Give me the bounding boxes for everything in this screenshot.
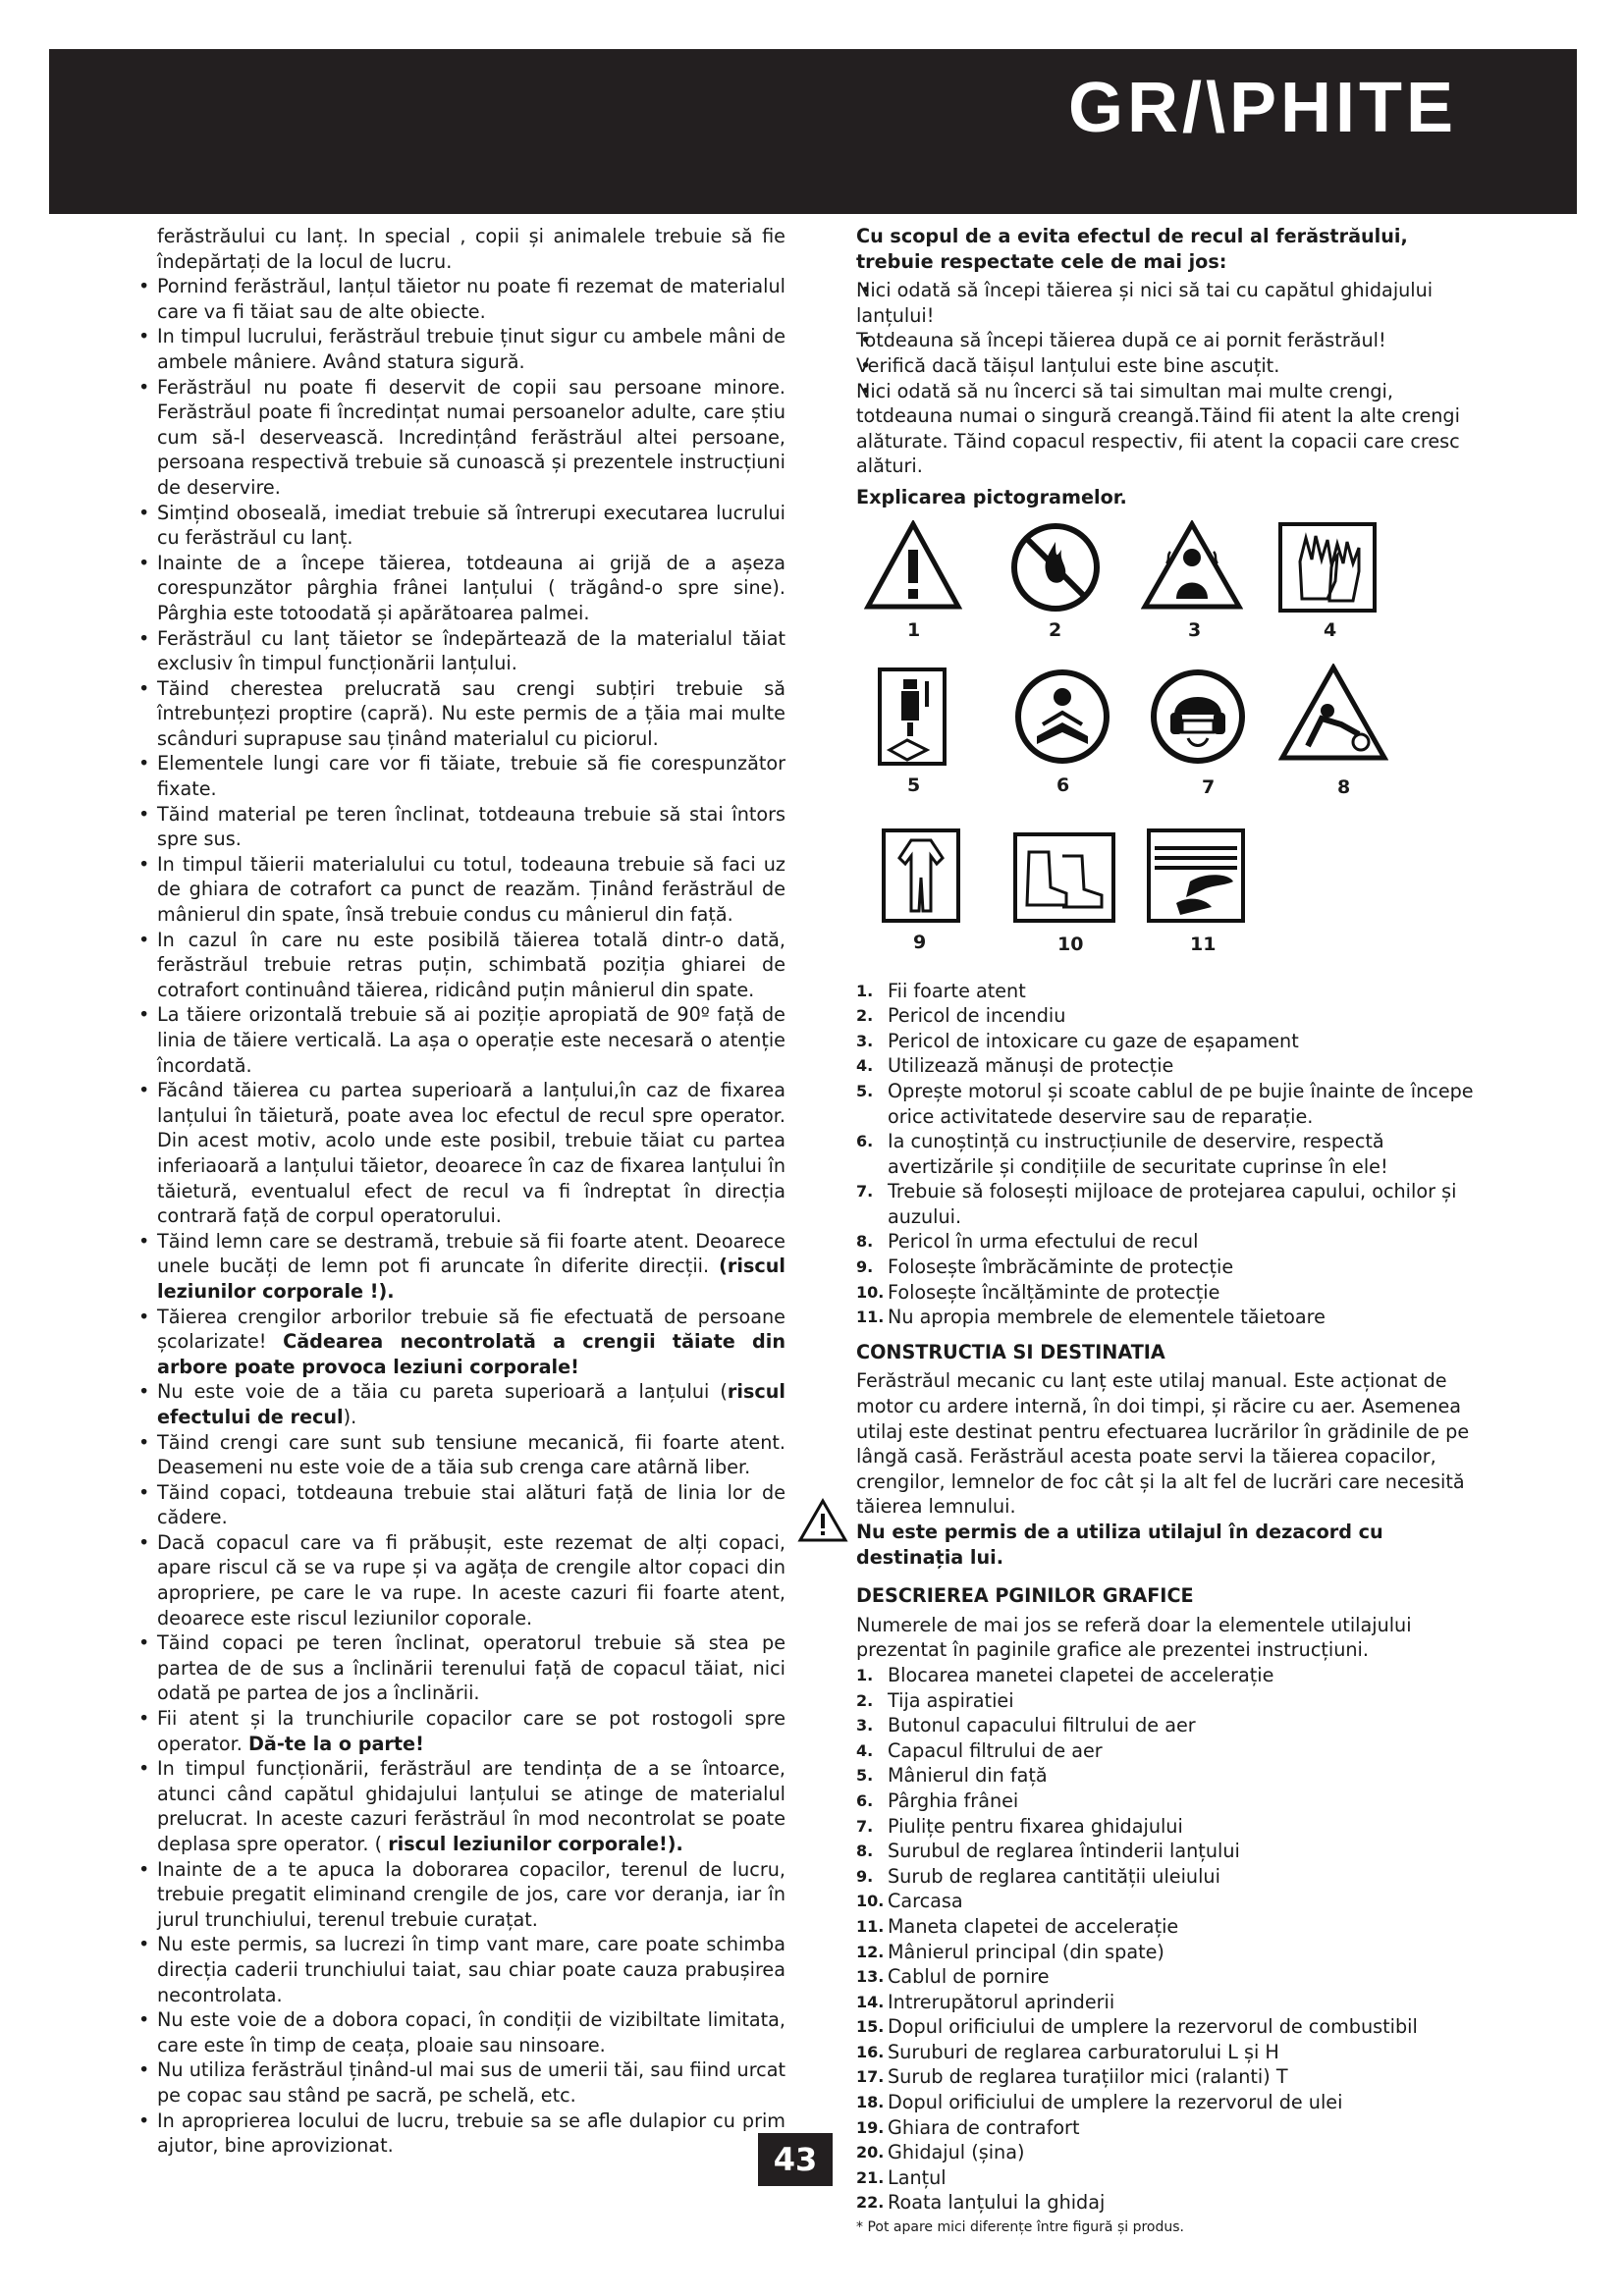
pictogram-legend-item-number: 4.: [856, 1056, 874, 1076]
part-item: [856, 2090, 1485, 2115]
construct-warning: [856, 1520, 1485, 1570]
part-item-number: 11.: [856, 1916, 885, 1936]
safety-rule-item: • Elementele lungi care vor fi tăiate, trebuie să fie corespunzător fixate.: [157, 751, 785, 801]
pictogram-number: 6: [1056, 774, 1070, 796]
pictogram-number: 10: [1057, 933, 1084, 955]
part-item-text: Intrerupătorul aprinderii: [888, 1990, 1115, 2013]
safety-rule-item: • Nu este permis, sa lucrezi în timp vant mare, care poate schimba direcția caderii trunchiului taiat, sau chiar poate cauza prabușirea necontrolata.: [157, 1932, 785, 2007]
desc-heading: DESCRIEREA PGINILOR GRAFICE: [856, 1584, 1194, 1608]
pictogram-legend-item-number: 7.: [856, 1182, 874, 1201]
safety-rule-item: • La tăiere orizontală trebuie să ai poziție apropiată de 90º față de linia de tăiere verticală. La așa o operație este necesară o atenție încordată.: [157, 1002, 785, 1078]
right-column: [856, 224, 1485, 2237]
safety-rule-item: • Dacă copacul care va fi prăbușit, este rezemat de alți copaci, apare riscul că se va rupe și va agăța de crengile altor copaci din apropriere, pe care le va rupe. In aceste cazuri fii foarte atent, deoarece este riscul leziunilor coporale.: [157, 1530, 785, 1630]
part-item: [856, 1663, 1485, 1688]
brand-logo: GR/\PHITE: [1067, 69, 1457, 147]
part-item-text: Piulițe pentru fixarea ghidajului: [888, 1814, 1183, 1838]
safety-rule-item: • Tăind crengi care sunt sub tensiune mecanică, fii foarte atent. Deasemeni nu este voie de a tăia sub crenga care atârnă liber.: [157, 1430, 785, 1480]
pictogram-number: 8: [1337, 775, 1351, 798]
part-item-number: 20.: [856, 2143, 885, 2163]
safety-rule-item: • Nu este voie de a tăia cu pareta superioară a lanțului (riscul efectului de recul).: [157, 1379, 785, 1429]
part-item-text: Tija aspiratiei: [888, 1688, 1014, 1712]
part-item: [856, 2140, 1485, 2165]
gloves-icon: [1278, 522, 1377, 613]
pictogram-legend-item-text: Pericol în urma efectului de recul: [888, 1230, 1199, 1254]
part-item-number: 12.: [856, 1942, 885, 1961]
pictogram-heading: Explicarea pictogramelor.: [856, 485, 1127, 508]
part-item-text: Mânierul principal (din spate): [888, 1940, 1164, 1963]
part-item-text: Mânierul din față: [888, 1764, 1048, 1788]
safety-boots-icon: [1013, 832, 1115, 923]
pictogram-number: 11: [1190, 933, 1217, 955]
part-item: [856, 1940, 1485, 1965]
desc-text: Numerele de mai jos se referă doar la elementele utilajului prezentat în paginile grafice ale prezentei instrucțiuni.: [856, 1613, 1412, 1662]
part-item-text: Pârghia frânei: [888, 1789, 1019, 1812]
part-item: [856, 2064, 1485, 2090]
footnote: * Pot apare mici diferențe între figură și produs.: [856, 2219, 1184, 2236]
safety-rule-item: • Inainte de a începe tăierea, totdeauna ai grijă de a așeza corespunzător pârghia frânei lanțului ( trăgând-o spre sine). Pârghia este totoodată și apărătoarea palmei.: [157, 551, 785, 626]
pictogram-legend-item: [856, 1003, 1485, 1029]
part-item-text: Maneta clapetei de accelerație: [888, 1914, 1179, 1938]
safety-rule-item: • Fii atent și la trunchiurile copacilor care se pot rostogoli spre operator. Dă-te la o parte!: [157, 1706, 785, 1756]
kickback-hazard-icon: [1278, 664, 1388, 762]
part-item-number: 8.: [856, 1842, 874, 1861]
pictogram-legend-item: [856, 1179, 1485, 1229]
part-item-number: 1.: [856, 1665, 874, 1684]
pictogram-legend-item-number: 2.: [856, 1006, 874, 1026]
part-item: [856, 1839, 1485, 1864]
part-item: [856, 1713, 1485, 1738]
part-item-text: Roata lanțului la ghidaj: [888, 2191, 1106, 2215]
safety-rule-item: • Pornind ferăstrăul, lanțul tăietor nu poate fi rezemat de materialul care va fi tăiat sau de alte obiecte.: [157, 274, 785, 324]
part-item-number: 10.: [856, 1892, 885, 1911]
pictogram-legend-item: [856, 1280, 1485, 1306]
safety-rule-item: • Ferăstrăul cu lanț tăietor se îndepărtează de la materialul tăiat exclusiv în timpul funcționării lanțului.: [157, 626, 785, 676]
pictogram-legend-item: [856, 979, 1485, 1004]
safety-rule-item: • Nu utiliza ferăstrăul ținând-ul mai sus de umerii tăi, sau fiind urcat pe copac sau stând pe sacră, pe schelă, etc.: [157, 2057, 785, 2108]
part-item: [856, 1763, 1485, 1789]
part-item-text: Surub de reglarea cantității uleiului: [888, 1864, 1220, 1888]
safety-rule-item: • Nu este voie de a dobora copaci, în condiții de vizibiltate limitata, care este în timp de ceața, ploaie sau ninsoare.: [157, 2007, 785, 2057]
pictogram-legend-item-text: Pericol de intoxicare cu gaze de eșapament: [888, 1029, 1299, 1052]
part-item: [856, 1688, 1485, 1714]
part-item: [856, 1814, 1485, 1840]
pictogram-legend-item: [856, 1129, 1485, 1179]
part-item: [856, 1990, 1485, 2015]
part-item-text: Suruburi de reglarea carburatorului L și H: [888, 2040, 1279, 2063]
part-item-number: 2.: [856, 1690, 874, 1710]
construct-warning-text: Nu este permis de a utiliza utilajul în dezacord cu destinația lui.: [856, 1521, 1383, 1569]
part-item-number: 3.: [856, 1716, 874, 1735]
construct-heading: CONSTRUCTIA SI DESTINATIA: [856, 1340, 1165, 1363]
kickback-rules-list: [856, 278, 1485, 479]
part-item: [856, 2165, 1485, 2191]
safety-rule-item: • Făcând tăierea cu partea superioară a lanțului,în caz de fixarea lanțului în tăietură, poate avea loc efectul de recul spre operator. Din acest motiv, acolo unde este posibil, trebuie tăiat cu partea inferiaoară a lanțului tăietor, deoarece în caz de fixarea lanțului în tăietură, eventualul efect de recul va fi îndreptat în direcția contrară față de corpul operatorului.: [157, 1078, 785, 1229]
attention-warning-icon: [864, 520, 962, 611]
part-item-text: Ghiara de contrafort: [888, 2115, 1080, 2139]
pictogram-legend-item: [856, 1079, 1485, 1129]
page-number: 43: [758, 2133, 833, 2186]
pictogram-legend-item-text: Folosește încălțăminte de protecție: [888, 1280, 1220, 1304]
pictogram-legend-item: [856, 1053, 1485, 1079]
part-item-text: Capacul filtrului de aer: [888, 1738, 1103, 1762]
part-item-text: Surub de reglarea turațiilor mici (ralanti) T: [888, 2065, 1288, 2089]
pictogram-legend-item-number: 10.: [856, 1282, 885, 1302]
safety-rule-item: • In cazul în care nu este posibilă tăierea totală dintr-o dată, ferăstrăul trebuie retras puțin, schimbată poziția ghiarei de cotrafort continuând tăierea, ridicând puțin mânierul din spate.: [157, 928, 785, 1003]
pictogram-legend-item: [856, 1255, 1485, 1280]
safety-rule-item: ferăstrăului cu lanț. In special , copii și animalele trebuie să fie îndepărtați de la locul de lucru.: [157, 225, 785, 273]
part-item-number: 13.: [856, 1967, 885, 1987]
safety-rules-list: [157, 224, 785, 2159]
safety-rule-item: • In timpul lucrului, ferăstrăul trebuie ținut sigur cu ambele mâni de ambele mâniere. Având statura sigură.: [157, 324, 785, 374]
part-item: [856, 1889, 1485, 1914]
pictogram-number: 4: [1324, 618, 1337, 641]
kickback-rule-item: • Totdeauna să începi tăierea după ce ai pornit ferăstrăul!: [856, 328, 1485, 353]
pictogram-legend-item-text: Folosește îmbrăcăminte de protecție: [888, 1255, 1234, 1279]
part-item-text: Cablul de pornire: [888, 1965, 1050, 1989]
kickback-intro: Cu scopul de a evita efectul de recul al ferăstrăului, trebuie respectate cele de mai jos:: [856, 225, 1408, 273]
part-item-number: 18.: [856, 2093, 885, 2112]
toxic-gas-icon: [1141, 520, 1243, 611]
safety-rule-item: • Tăind cherestea prelucrată sau crengi subțiri trebuie să întrebunțezi proptire (capră). Nu este permis de a țăia mai multe scânduri suprapuse sau ținând materialul cu piciorul.: [157, 676, 785, 752]
part-item: [856, 1864, 1485, 1890]
part-item-text: Lanțul: [888, 2165, 947, 2189]
part-item: [856, 1738, 1485, 1764]
head-eye-ear-protection-icon: [1149, 667, 1247, 766]
part-item: [856, 1789, 1485, 1814]
keep-hands-away-icon: [1147, 828, 1245, 923]
pictogram-legend-item: [856, 1029, 1485, 1054]
part-item-number: 21.: [856, 2167, 885, 2187]
pictogram-legend-item-text: Utilizează mănuși de protecție: [888, 1054, 1174, 1078]
kickback-rule-item: • Nici odată să începi tăierea și nici să tai cu capătul ghidajului lanțului!: [856, 278, 1485, 328]
safety-rule-item: • Tăind copaci, totdeauna trebuie stai alături față de linia lor de cădere.: [157, 1480, 785, 1530]
part-item-number: 9.: [856, 1866, 874, 1886]
part-item-text: Dopul orificiului de umplere la rezervorul de combustibil: [888, 2015, 1418, 2039]
pictogram-legend-item-number: 9.: [856, 1257, 874, 1277]
pictogram-number: 9: [913, 931, 927, 953]
pictogram-legend-item-number: 5.: [856, 1081, 874, 1100]
kickback-rule-item: • Nici odată să nu încerci să tai simultan mai multe crengi, totdeauna numai o singură creangă.Tăind fii atent la alte crengi alăturate. Tăind copacul respectiv, fii atent la copacii care cresc alături.: [856, 379, 1485, 479]
pictogram-legend-item-number: 3.: [856, 1031, 874, 1050]
safety-rule-item: • Ferăstrăul nu poate fi deservit de copii sau persoane minore. Ferăstrăul poate fi încredințat numai persoanelor adulte, care știu cum să-l deservească. Incredințând ferăstrăul altei persoane, persoana respectivă trebuie să cunoască și prezentele instrucțiuni de deservire.: [157, 375, 785, 501]
part-item-number: 19.: [856, 2117, 885, 2137]
kickback-rule-item: • Verifică dacă tăișul lanțului este bine ascuțit.: [856, 353, 1485, 379]
pictogram-grid: [856, 520, 1445, 967]
safety-rule-item: • Tăind material pe teren înclinat, totdeauna trebuie să stai întors spre sus.: [157, 802, 785, 852]
pictogram-number: 7: [1202, 775, 1216, 798]
safety-rule-item: • In timpul funcționării, ferăstrăul are tendința de a se întoarce, atunci când capătul ghidajului lanțului se atinge de materialul prelucrat. In aceste cazuri ferăstrăul în mod necontrolat se poate deplasa spre operator. ( riscul leziunilor corporale!).: [157, 1756, 785, 1856]
part-item: [856, 2014, 1485, 2040]
part-item-number: 6.: [856, 1790, 874, 1810]
pictogram-number: 5: [907, 774, 921, 796]
part-item-text: Dopul orificiului de umplere la rezervorul de ulei: [888, 2091, 1343, 2114]
part-item-number: 14.: [856, 1992, 885, 2011]
part-item: [856, 1964, 1485, 1990]
pictogram-legend-item-number: 1.: [856, 981, 874, 1000]
pictogram-legend-item-text: Trebuie să folosești mijloace de protejarea capului, ochilor și auzului.: [888, 1180, 1457, 1228]
left-column: [157, 224, 785, 2159]
safety-rule-item: • Tăierea crengilor arborilor trebuie să fie efectuată de persoane școlarizate! Cădearea necontrolată a crengii tăiate din arbore poate provoca leziuni corporale!: [157, 1305, 785, 1380]
part-item-number: 4.: [856, 1740, 874, 1760]
safety-rule-item: • In timpul tăierii materialului cu totul, todeauna trebuie să faci uz de ghiara de cotrafort ca punct de reazăm. Ținând ferăstrăul de mânierul din spate, însă trebuie condus cu mânierul din față.: [157, 852, 785, 928]
pictogram-legend-item: [856, 1305, 1485, 1330]
pictogram-legend-item-number: 6.: [856, 1132, 874, 1151]
safety-rule-item: • Inainte de a te apuca la doborarea copacilor, terenul de lucru, trebuie pregatit eliminand crengile de jos, care vor deranja, iar în jurul trunchiului, terenul trebuie curațat.: [157, 1857, 785, 1933]
part-item: [856, 1914, 1485, 1940]
pictogram-legend-item-text: Oprește motorul și scoate cablul de pe bujie înainte de începe orice activitatede deservire sau de reparație.: [888, 1079, 1474, 1128]
part-item: [856, 2190, 1485, 2216]
pictogram-number: 1: [907, 618, 921, 641]
part-item-number: 5.: [856, 1766, 874, 1786]
no-fire-icon: [1008, 520, 1103, 614]
warning-triangle-icon: [797, 1498, 848, 1550]
construct-text: Ferăstrăul mecanic cu lanț este utilaj manual. Este acționat de motor cu ardere internă, în doi timpi, și răcire cu aer. Asemenea utilaj este destinat pentru efectuarea lucrărilor în grădinile de pe lângă casă. Ferăstrăul acesta poate servi la tăierea copacilor, crengilor, lemnelor de foc cât și la alt fel de lucrări care necesită tăierea lemnului.: [856, 1369, 1470, 1519]
pictogram-number: 2: [1049, 618, 1062, 641]
part-item-number: 15.: [856, 2017, 885, 2037]
part-item-text: Surubul de reglarea întinderii lanțului: [888, 1840, 1240, 1863]
part-item-text: Ghidajul (șina): [888, 2141, 1025, 2164]
part-item-number: 16.: [856, 2042, 885, 2061]
pictogram-legend-item-text: Ia cunoștință cu instrucțiunile de deservire, respectă avertizările și condițiile de securitate cuprinse în ele!: [888, 1130, 1388, 1178]
part-item-text: Butonul capacului filtrului de aer: [888, 1714, 1196, 1737]
part-item-text: Blocarea manetei clapetei de accelerație: [888, 1663, 1274, 1686]
part-item: [856, 2040, 1485, 2065]
pictogram-number: 3: [1188, 618, 1202, 641]
pictogram-legend-item-text: Fii foarte atent: [888, 979, 1026, 1002]
safety-rule-item: • Tăind copaci pe teren înclinat, operatorul trebuie să stea pe partea de de sus a înclinării terenului față de copacul tăiat, nici odată pe partea de jos a înclinării.: [157, 1630, 785, 1706]
pictogram-legend-item-text: Pericol de incendiu: [888, 1004, 1066, 1028]
parts-list: [856, 1663, 1485, 2216]
safety-rule-item: • Simțind oboseală, imediat trebuie să întrerupi executarea lucrului cu ferăstrăul cu lanț.: [157, 501, 785, 551]
part-item-number: 7.: [856, 1816, 874, 1836]
pictogram-legend-item-text: Nu apropia membrele de elementele tăietoare: [888, 1306, 1326, 1329]
part-item-text: Carcasa: [888, 1890, 963, 1913]
pictogram-legend-item-number: 8.: [856, 1232, 874, 1252]
part-item-number: 22.: [856, 2193, 885, 2213]
pictogram-legend-item-number: 11.: [856, 1308, 885, 1327]
pictogram-legend-item: [856, 1229, 1485, 1255]
pictogram-legend-list: [856, 979, 1485, 1330]
safety-rule-item: • In apropriereа locului de lucru, trebuie sa se afle dulapior cu prim ajutor, bine aprovizionat.: [157, 2109, 785, 2159]
part-item-number: 17.: [856, 2067, 885, 2087]
spark-plug-icon: [878, 667, 947, 766]
safety-rule-item: • Tăind lemn care se destramă, trebuie să fii foarte atent. Deoarece unele bucăți de lemn pot fi aruncate în diferite direcții. (riscul leziunilor corporale !).: [157, 1229, 785, 1305]
part-item: [856, 2115, 1485, 2141]
protective-clothing-icon: [882, 828, 960, 923]
read-manual-icon: [1013, 667, 1111, 766]
